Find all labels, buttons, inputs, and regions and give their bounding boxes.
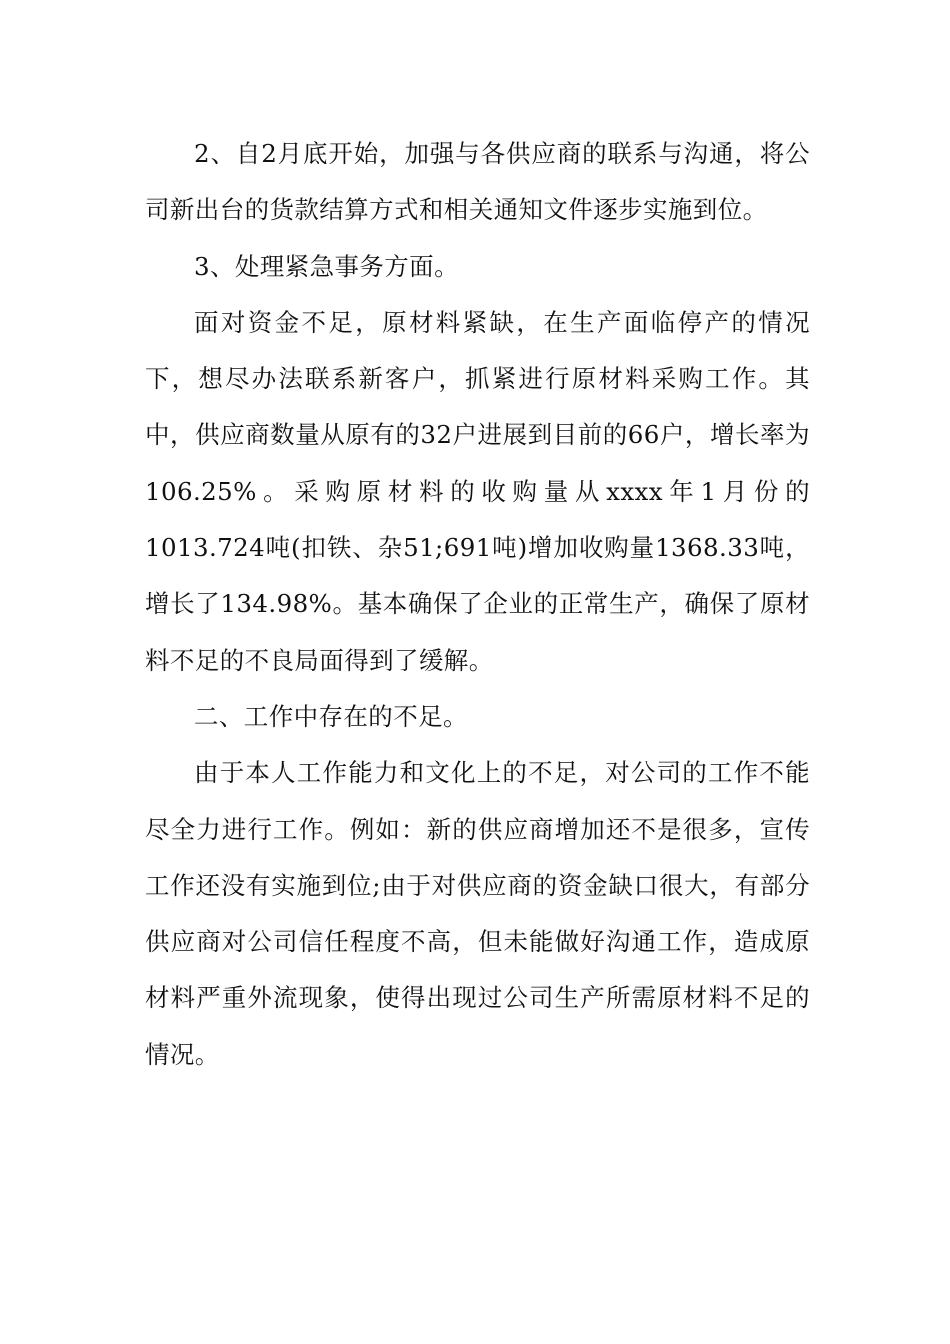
paragraph-shortcomings-details: 由于本人工作能力和文化上的不足，对公司的工作不能尽全力进行工作。例如：新的供应商增加还不是很多，宣传工作还没有实施到位;由于对供应商的资金缺口很大，有部分供应商对公司信任程度不高，但未能做好沟通工作，造成原材料严重外流现象，使得出现过公司生产所需原材料不足的情况。 bbox=[145, 758, 810, 1069]
document-body bbox=[145, 126, 810, 1083]
paragraph-supplier-communication: 2、自2月底开始，加强与各供应商的联系与沟通，将公司新出台的货款结算方式和相关通知文件逐步实施到位。 bbox=[145, 139, 810, 225]
paragraph-procurement-results: 面对资金不足，原材料紧缺，在生产面临停产的情况下，想尽办法联系新客户，抓紧进行原材料采购工作。其中，供应商数量从原有的32户进展到目前的66户，增长率为106.25%。采购原材料的收购量从xxxx年1月份的1013.724吨(扣铁、杂51;691吨)增加收购量1368.33吨，增长了134.98%。基本确保了企业的正常生产，确保了原材料不足的不良局面得到了缓解。 bbox=[145, 307, 810, 675]
paragraph-shortcomings-heading: 二、工作中存在的不足。 bbox=[194, 701, 468, 731]
paragraph-urgent-affairs-heading: 3、处理紧急事务方面。 bbox=[194, 251, 459, 281]
